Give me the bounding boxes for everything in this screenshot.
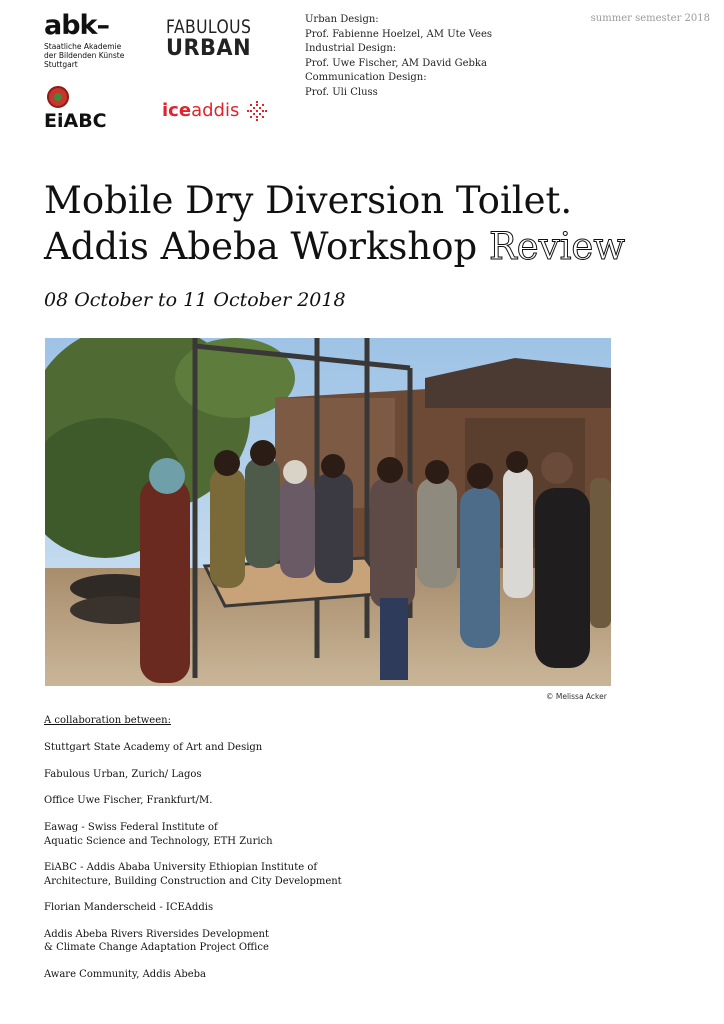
eiabc-logo-word: EiABC xyxy=(44,110,107,132)
iceaddis-logo-part1: ice xyxy=(162,100,192,121)
title-review-outline: Review xyxy=(488,225,625,268)
abk-logo-text xyxy=(44,42,154,69)
iceaddis-logo xyxy=(162,100,272,122)
fabulous-urban-logo-line1: FABULOUS xyxy=(166,16,252,38)
collaboration-list xyxy=(44,741,464,995)
collaboration-entry xyxy=(44,901,464,914)
iceaddis-logo-part2: addis xyxy=(191,100,240,121)
collaboration-entry-line: Aquatic Science and Technology, ETH Zurich xyxy=(44,835,273,847)
iceaddis-star-icon xyxy=(247,101,267,121)
collaboration-entry-line: Aware Community, Addis Abeba xyxy=(44,969,207,981)
collaboration-entry-line: Stuttgart State Academy of Art and Design xyxy=(44,742,263,753)
eiabc-logo xyxy=(44,86,134,132)
fabulous-urban-logo xyxy=(166,16,266,60)
title-line2-main: Addis Abeba Workshop xyxy=(44,225,478,268)
title-line2 xyxy=(44,224,714,270)
collaboration-entry xyxy=(44,821,464,848)
collaboration-entry-line: Fabulous Urban, Zurich/ Lagos xyxy=(44,768,202,780)
collaboration-heading: A collaboration between: xyxy=(44,715,171,726)
semester-label: summer semester 2018 xyxy=(590,13,710,24)
abk-logo-line: der Bildenden Künste xyxy=(44,51,125,60)
faculty-credits xyxy=(305,13,545,101)
abk-logo-mark: abk– xyxy=(44,10,110,41)
page-title xyxy=(44,178,714,270)
abk-logo-line: Staatliche Akademie xyxy=(44,42,122,51)
collaboration-entry xyxy=(44,968,464,981)
collaboration-entry-line: Eawag - Swiss Federal Institute of xyxy=(44,822,218,834)
collaboration-entry-line: & Climate Change Adaptation Project Office xyxy=(44,942,269,954)
collaboration-entry-line: EiABC - Addis Ababa University Ethiopian Institute of xyxy=(44,862,318,874)
credit-line: Industrial Design: xyxy=(305,43,397,55)
collaboration-entry xyxy=(44,928,464,955)
credit-line: Communication Design: xyxy=(305,72,427,84)
collaboration-entry-line: Addis Abeba Rivers Riversides Development xyxy=(44,929,270,941)
collaboration-entry xyxy=(44,794,464,807)
fabulous-urban-logo-line2: URBAN xyxy=(166,36,252,61)
collaboration-entry xyxy=(44,861,464,888)
collaboration-entry-line: Office Uwe Fischer, Frankfurt/M. xyxy=(44,795,213,807)
collaboration-entry-line: Architecture, Building Construction and City Development xyxy=(44,875,342,887)
abk-logo xyxy=(44,12,154,69)
eiabc-seal-icon xyxy=(47,86,69,108)
credit-line: Prof. Uli Cluss xyxy=(305,86,378,98)
photo-credit: © Melissa Acker xyxy=(546,692,607,701)
credit-line: Prof. Uwe Fischer, AM David Gebka xyxy=(305,57,487,69)
workshop-photo xyxy=(45,338,611,686)
collaboration-entry xyxy=(44,741,464,754)
date-range: 08 October to 11 October 2018 xyxy=(44,289,346,311)
credit-line: Prof. Fabienne Hoelzel, AM Ute Vees xyxy=(305,28,493,40)
workshop-photo-illustration xyxy=(45,338,611,686)
title-line1: Mobile Dry Diversion Toilet. xyxy=(44,179,573,222)
abk-logo-line: Stuttgart xyxy=(44,60,78,69)
collaboration-entry xyxy=(44,768,464,781)
collaboration-entry-line: Florian Manderscheid - ICEAddis xyxy=(44,902,214,914)
credit-line: Urban Design: xyxy=(305,14,379,25)
